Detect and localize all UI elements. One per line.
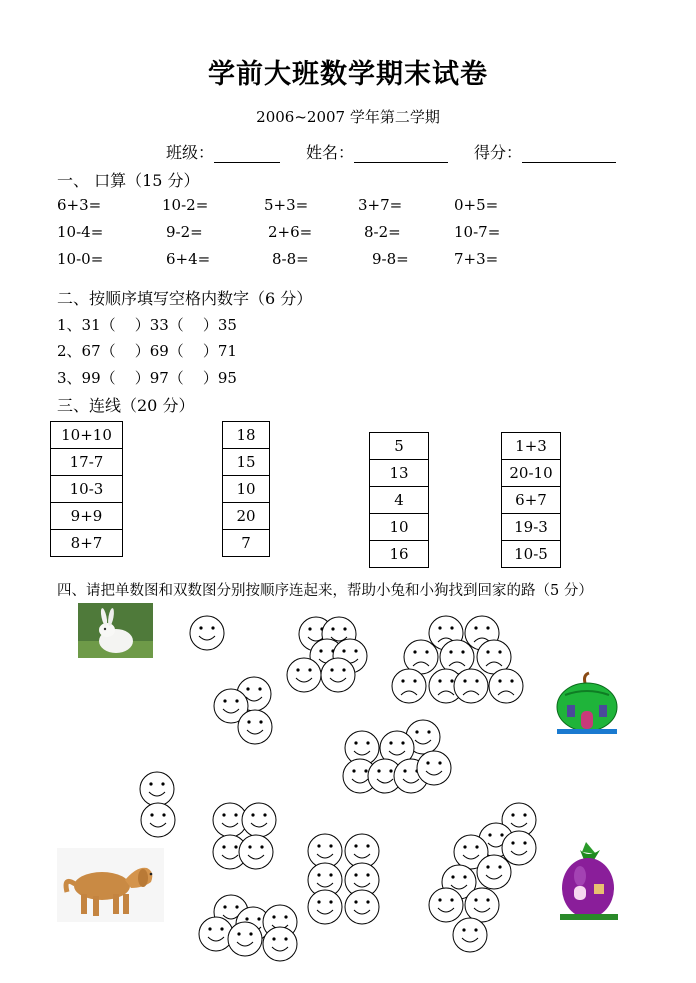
smiley-face-icon[interactable] xyxy=(140,772,174,806)
smiley-face-icon[interactable] xyxy=(242,803,276,837)
calc-item: 8-8= xyxy=(272,250,309,268)
calc-item: 0+5= xyxy=(454,196,499,214)
score-field xyxy=(474,140,616,163)
smiley-face-icon[interactable] xyxy=(502,831,536,865)
calc-item: 9-8= xyxy=(372,250,409,268)
section1-title: 一、 口算（15 分） xyxy=(57,171,200,190)
calc-item: 10-2= xyxy=(162,196,209,214)
smiley-face-icon[interactable] xyxy=(345,890,379,924)
term-subtitle: 2006~2007 学年第二学期 xyxy=(256,108,440,126)
match-cell[interactable]: 10-5 xyxy=(502,541,561,568)
match-cell[interactable]: 20 xyxy=(223,503,270,530)
match-cell[interactable]: 7 xyxy=(223,530,270,557)
calc-item: 10-0= xyxy=(57,250,104,268)
calc-item: 3+7= xyxy=(358,196,403,214)
calc-item: 6+3= xyxy=(57,196,102,214)
smiley-face-icon[interactable] xyxy=(477,855,511,889)
match-cell[interactable]: 15 xyxy=(223,449,270,476)
match-cell[interactable]: 13 xyxy=(370,460,429,487)
smiley-face-icon[interactable] xyxy=(417,751,451,785)
calc-item: 2+6= xyxy=(268,223,313,241)
frown-face-icon[interactable] xyxy=(489,669,523,703)
smiley-face-icon[interactable] xyxy=(321,658,355,692)
sequence-row: 3、99（ ）97（ ）95 xyxy=(57,369,237,387)
smiley-face-icon[interactable] xyxy=(141,803,175,837)
match-column-4 xyxy=(501,432,561,568)
section4-title: 四、请把单数图和双数图分别按顺序连起来，帮助小兔和小狗找到回家的路（5 分） xyxy=(57,583,593,599)
section3-title: 三、连线（20 分） xyxy=(57,396,195,415)
frown-face-icon[interactable] xyxy=(392,669,426,703)
smiley-face-icon[interactable] xyxy=(287,658,321,692)
calc-item: 5+3= xyxy=(264,196,309,214)
match-cell[interactable]: 20-10 xyxy=(502,460,561,487)
smiley-face-icon[interactable] xyxy=(263,927,297,961)
match-column-3 xyxy=(369,432,429,568)
calc-item: 9-2= xyxy=(166,223,203,241)
match-cell[interactable]: 4 xyxy=(370,487,429,514)
smiley-face-icon[interactable] xyxy=(199,917,233,951)
name-blank[interactable] xyxy=(354,146,448,163)
match-cell[interactable]: 1+3 xyxy=(502,433,561,460)
match-cell[interactable]: 19-3 xyxy=(502,514,561,541)
match-cell[interactable]: 10-3 xyxy=(51,476,123,503)
smiley-face-icon[interactable] xyxy=(453,918,487,952)
match-cell[interactable]: 16 xyxy=(370,541,429,568)
sequence-row: 2、67（ ）69（ ）71 xyxy=(57,342,237,360)
score-blank[interactable] xyxy=(522,146,616,163)
sequence-row: 1、31（ ）33（ ）35 xyxy=(57,316,237,334)
smiley-face-icon[interactable] xyxy=(190,616,224,650)
match-cell[interactable]: 9+9 xyxy=(51,503,123,530)
match-cell[interactable]: 6+7 xyxy=(502,487,561,514)
match-cell[interactable]: 10 xyxy=(370,514,429,541)
calc-item: 8-2= xyxy=(364,223,401,241)
name-label: 姓名： xyxy=(306,143,355,162)
match-cell[interactable]: 10 xyxy=(223,476,270,503)
smiley-face-icon[interactable] xyxy=(308,890,342,924)
match-cell[interactable]: 18 xyxy=(223,422,270,449)
match-column-2 xyxy=(222,421,270,557)
class-label: 班级： xyxy=(166,143,215,162)
match-column-1 xyxy=(50,421,123,557)
section2-title: 二、按顺序填写空格内数字（6 分） xyxy=(57,289,313,308)
match-cell[interactable]: 10+10 xyxy=(51,422,123,449)
class-field xyxy=(166,140,280,163)
frown-face-icon[interactable] xyxy=(454,669,488,703)
smiley-face-icon[interactable] xyxy=(228,922,262,956)
faces-layer xyxy=(0,600,696,983)
score-label: 得分： xyxy=(474,143,523,162)
smiley-face-icon[interactable] xyxy=(238,710,272,744)
match-cell[interactable]: 17-7 xyxy=(51,449,123,476)
calc-item: 10-7= xyxy=(454,223,501,241)
calc-item: 10-4= xyxy=(57,223,104,241)
name-field xyxy=(306,140,448,163)
smiley-face-icon[interactable] xyxy=(429,888,463,922)
smiley-face-icon[interactable] xyxy=(239,835,273,869)
match-cell[interactable]: 5 xyxy=(370,433,429,460)
page-title: 学前大班数学期末试卷 xyxy=(208,59,488,90)
match-cell[interactable]: 8+7 xyxy=(51,530,123,557)
class-blank[interactable] xyxy=(214,146,280,163)
calc-item: 6+4= xyxy=(166,250,211,268)
calc-item: 7+3= xyxy=(454,250,499,268)
smiley-face-icon[interactable] xyxy=(465,888,499,922)
